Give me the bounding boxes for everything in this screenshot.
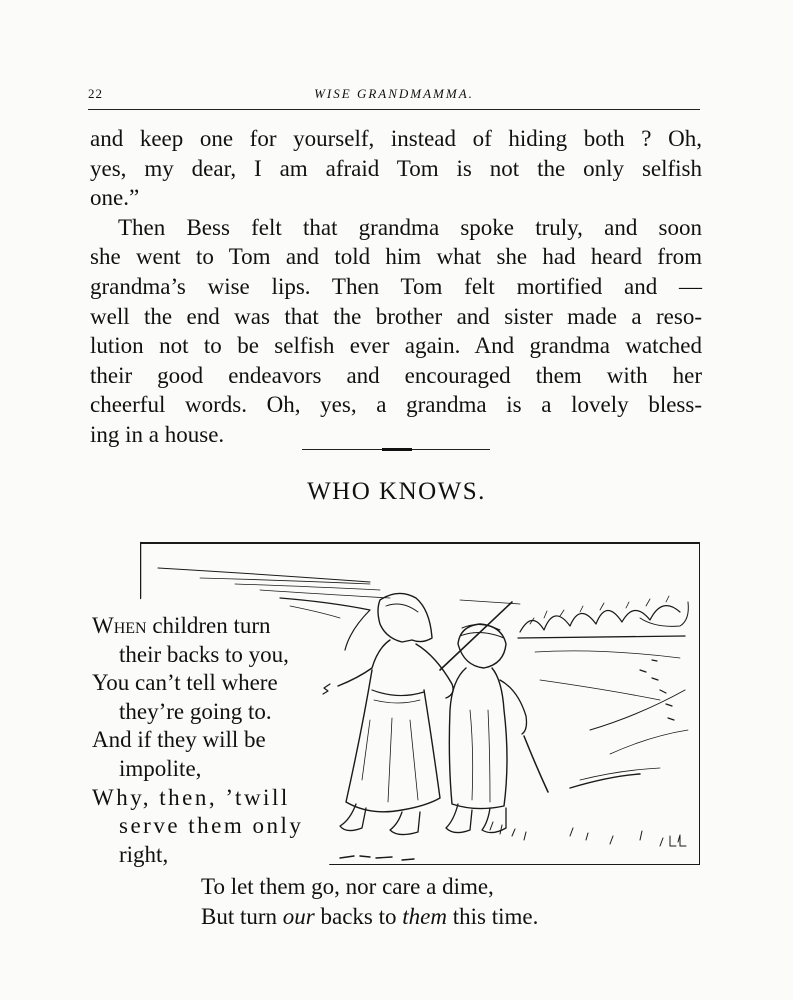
prose-block [90, 124, 702, 450]
prose-line: one.” [90, 185, 140, 211]
poem-line: they’re going to. [119, 698, 272, 724]
prose-line: and keep one for yourself, instead of hiding both ? Oh, [90, 126, 702, 151]
poem-first-word: When [92, 613, 147, 638]
prose-line: lution not to be selfish ever again. And grandma watched [90, 333, 702, 359]
poem-title: WHO KNOWS. [307, 478, 486, 505]
prose-line: their good endeavors and encouraged them with her [90, 362, 702, 388]
poem-line: To let them go, nor care a dime, [201, 874, 494, 899]
poem-line: But turn our backs to them this time. [201, 904, 539, 929]
running-title: WISE GRANDMAMMA. [314, 86, 474, 101]
page-header [88, 86, 700, 106]
prose-line: well the end was that the brother and sister made a reso- [90, 303, 702, 329]
prose-line: cheerful words. Oh, yes, a grandma is a lovely bless- [90, 392, 702, 418]
section-divider [302, 449, 490, 451]
poem-line: their backs to you, [119, 641, 289, 667]
poem-stanza [92, 612, 303, 869]
prose-line: Then Bess felt that grandma spoke truly, and soon [118, 214, 702, 240]
prose-line: ing in a house. [90, 421, 225, 447]
poem-line: children turn [146, 613, 271, 638]
poem-closing [201, 872, 538, 932]
prose-line: yes, my dear, I am afraid Tom is not the only selfish [90, 155, 702, 181]
poem-line: And if they will be [92, 727, 266, 753]
poem-line: serve them only [119, 813, 304, 839]
poem-line: impolite, [119, 755, 202, 781]
prose-line: grandma’s wise lips. Then Tom felt mortified and — [90, 273, 702, 299]
poem-line: You can’t tell where [92, 670, 278, 696]
header-rule [88, 109, 700, 110]
prose-line: she went to Tom and told him what she had heard from [90, 244, 702, 270]
page-number: 22 [88, 86, 103, 101]
poem-line: Why, then, ’twill [92, 784, 290, 810]
poem-line: right, [119, 841, 169, 867]
